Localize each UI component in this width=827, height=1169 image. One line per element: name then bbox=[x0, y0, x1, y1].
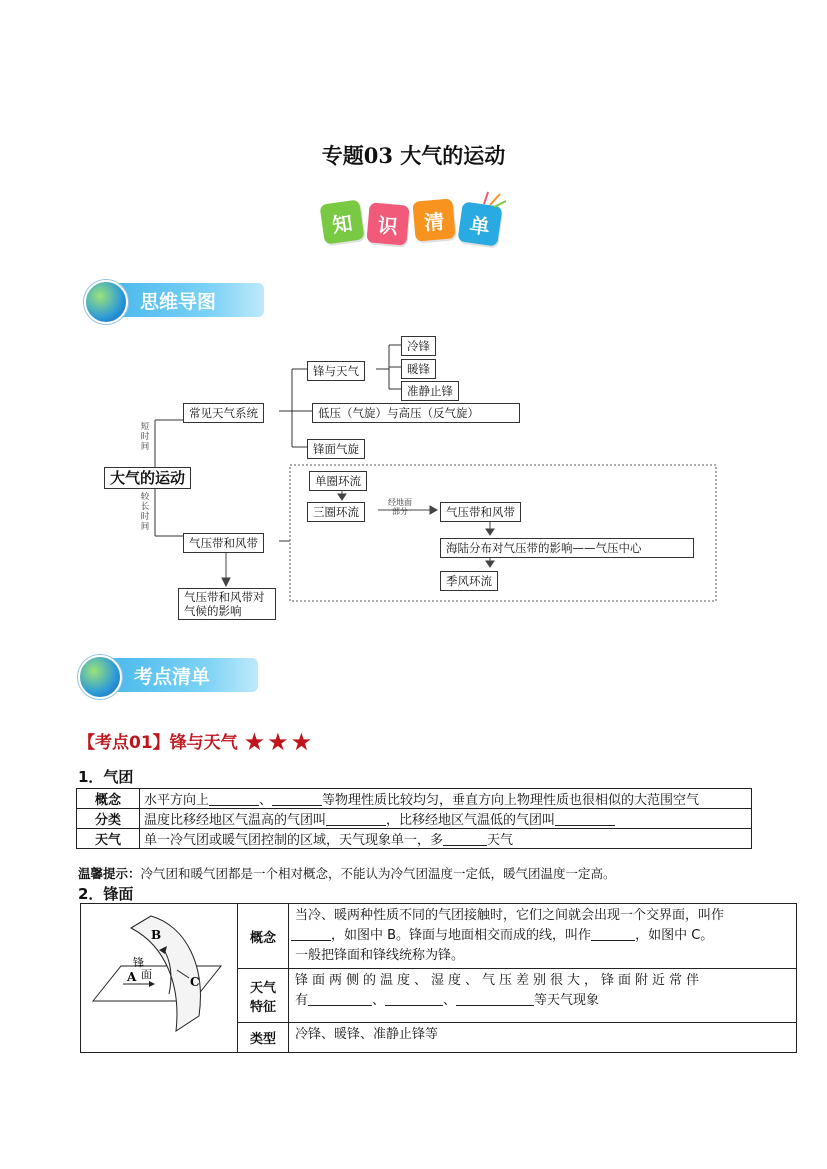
tip-text: 冷气团和暖气团都是一个相对概念，不能认为冷气团温度一定低，暖气团温度一定高。 bbox=[140, 866, 616, 881]
tip-note bbox=[78, 864, 616, 882]
header-line: 天气 bbox=[249, 980, 276, 996]
row-header: 分类 bbox=[77, 809, 140, 829]
node-front-weather: 锋与天气 bbox=[307, 361, 365, 381]
label-feng: 锋 bbox=[133, 956, 144, 969]
subheading-front: 2．锋面 bbox=[78, 885, 134, 903]
text-segment: 水平方向上 bbox=[144, 793, 210, 808]
row-content bbox=[140, 789, 752, 809]
text-segment: 一般把锋面和锋线统称为锋。 bbox=[295, 948, 465, 963]
badge-char-1: 知 bbox=[319, 199, 364, 244]
fill-blank bbox=[209, 793, 259, 806]
table-row bbox=[77, 809, 752, 829]
node-land-sea: 海陆分布对气压带的影响——气压中心 bbox=[440, 538, 694, 558]
fill-blank bbox=[555, 813, 615, 826]
node-pressure-belts: 气压带和风带 bbox=[183, 533, 264, 553]
text-segment: 等物理性质比较均匀，垂直方向上物理性质也很相似的大范围空气 bbox=[322, 793, 700, 808]
keypoint-name: 锋与天气 bbox=[169, 733, 238, 753]
header-line: 特征 bbox=[249, 999, 276, 1015]
node-three-cell: 三圈环流 bbox=[307, 502, 365, 522]
text-segment: 当冷、暖两种性质不同的气团接触时，它们之间就会出现一个交界面，叫作 bbox=[295, 908, 725, 923]
text-segment: 温度比移经地区气温高的气团叫 bbox=[144, 813, 327, 828]
table-row bbox=[77, 789, 752, 809]
text-segment: 、 bbox=[443, 993, 457, 1008]
keypoint-01-title bbox=[78, 728, 314, 756]
fill-blank bbox=[456, 993, 534, 1006]
node-single-cell: 单圈环流 bbox=[309, 471, 367, 491]
fill-blank bbox=[272, 793, 322, 806]
fill-blank bbox=[591, 928, 635, 941]
keypoints-banner-label: 考点清单 bbox=[90, 658, 258, 692]
mindmap-root: 大气的运动 bbox=[104, 467, 191, 489]
row-content bbox=[140, 809, 752, 829]
node-frontal-cyclone: 锋面气旋 bbox=[307, 439, 365, 459]
row-content: 冷锋、暖锋、准静止锋等 bbox=[289, 1023, 797, 1053]
text-segment: 锋面两侧的温度、湿度、气压差别很大，锋面附近常伴 bbox=[295, 973, 704, 988]
node-cold-front: 冷锋 bbox=[401, 336, 436, 356]
mindmap-banner-label: 思维导图 bbox=[96, 283, 264, 317]
row-content bbox=[289, 969, 797, 1023]
label-short-time: 短时间 bbox=[140, 422, 150, 452]
front-diagram-cell bbox=[81, 904, 238, 1053]
row-content bbox=[140, 829, 752, 849]
text-segment: ，如图中 C。 bbox=[635, 928, 714, 943]
star-rating: ★★★ bbox=[243, 728, 315, 756]
text-segment: ，比移经地区气温低的气团叫 bbox=[386, 813, 556, 828]
node-stationary-front: 准静止锋 bbox=[401, 381, 459, 401]
row-header: 概念 bbox=[238, 904, 289, 969]
label-mian: 面 bbox=[141, 968, 152, 981]
label-long-time: 较长时间 bbox=[140, 492, 150, 532]
node-warm-front: 暖锋 bbox=[401, 359, 436, 379]
badge-char-2: 识 bbox=[366, 202, 409, 245]
tip-label: 温馨提示： bbox=[78, 866, 141, 881]
text-segment: 有 bbox=[295, 993, 309, 1008]
badge-char-3: 清 bbox=[412, 198, 455, 241]
text-segment: 天气 bbox=[487, 833, 514, 848]
label-surface-part: 经地面部分 bbox=[388, 498, 412, 516]
fill-blank bbox=[291, 928, 331, 941]
table-row bbox=[81, 904, 797, 969]
badge-char-4: 单 bbox=[457, 201, 502, 246]
row-header: 类型 bbox=[238, 1023, 289, 1053]
text-segment: ，如图中 B。锋面与地面相交而成的线，叫作 bbox=[331, 928, 592, 943]
row-content bbox=[289, 904, 797, 969]
globe-icon bbox=[78, 655, 122, 699]
node-pb-climate: 气压带和风带对气候的影响 bbox=[178, 588, 276, 620]
row-header: 天气 bbox=[77, 829, 140, 849]
front-diagram bbox=[81, 906, 237, 1046]
fill-blank bbox=[385, 993, 443, 1006]
label-c: C bbox=[190, 975, 200, 989]
node-cyclone-anticyclone: 低压（气旋）与高压（反气旋） bbox=[312, 403, 520, 423]
table-row bbox=[77, 829, 752, 849]
fill-blank bbox=[326, 813, 386, 826]
fill-blank bbox=[443, 833, 487, 846]
text-segment: 单一冷气团或暖气团控制的区域，天气现象单一，多 bbox=[144, 833, 444, 848]
fill-blank bbox=[308, 993, 372, 1006]
text-segment: 、 bbox=[259, 793, 273, 808]
text-segment: 、 bbox=[372, 993, 386, 1008]
air-mass-table bbox=[76, 788, 752, 849]
front-table bbox=[80, 903, 797, 1053]
node-weather-systems: 常见天气系统 bbox=[183, 403, 264, 423]
label-b: B bbox=[151, 928, 162, 942]
node-pb-wind: 气压带和风带 bbox=[440, 502, 521, 522]
keypoint-tag: 【考点01】 bbox=[78, 733, 170, 753]
subheading-air-mass: 1．气团 bbox=[78, 768, 134, 786]
keypoints-banner bbox=[78, 655, 258, 695]
row-header bbox=[238, 969, 289, 1023]
row-header: 概念 bbox=[77, 789, 140, 809]
node-monsoon: 季风环流 bbox=[440, 571, 498, 591]
page-title: 专题03 大气的运动 bbox=[321, 143, 506, 168]
label-a: A bbox=[127, 970, 137, 984]
text-segment: 等天气现象 bbox=[534, 993, 600, 1008]
